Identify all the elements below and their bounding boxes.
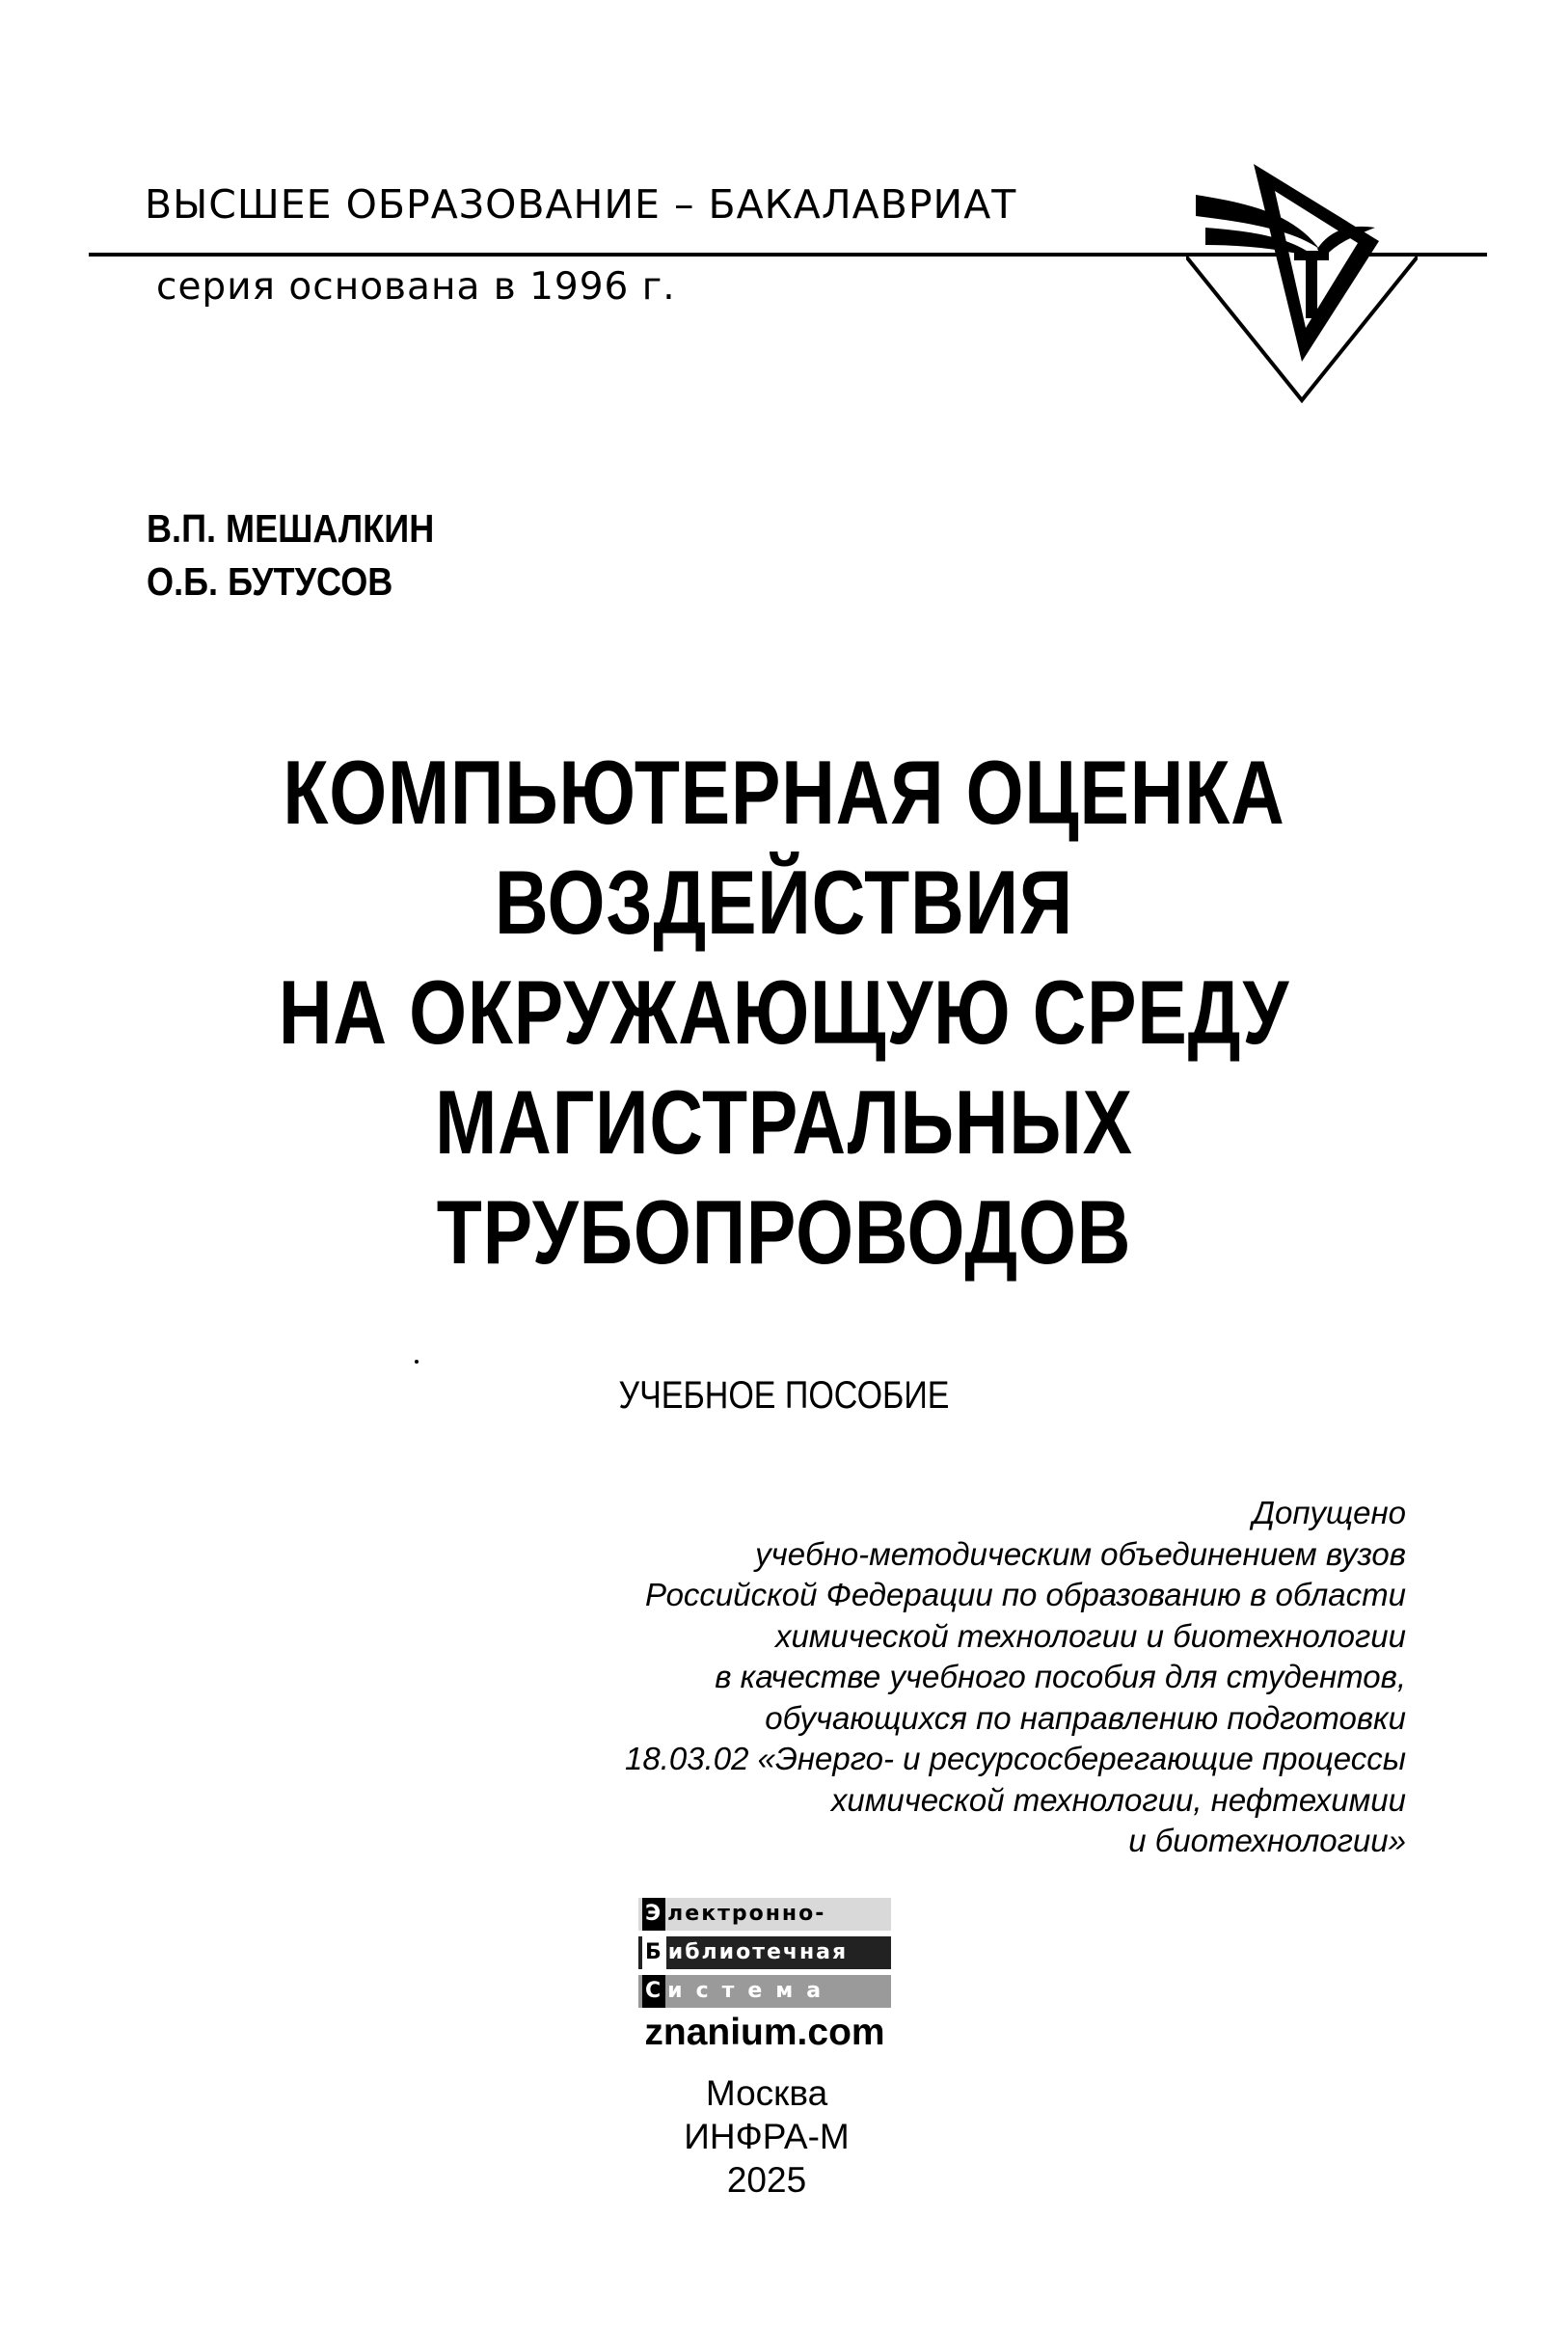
els-initial: Б <box>642 1936 666 1969</box>
els-word: иблиотечная <box>667 1940 849 1964</box>
author-name: О.Б. БУТУСОВ <box>147 559 393 604</box>
els-word: истема <box>667 1979 835 2003</box>
approval-note <box>345 1493 1406 1862</box>
title-line: КОМПЬЮТЕРНАЯ ОЦЕНКА <box>283 742 1285 843</box>
els-row <box>638 1936 891 1969</box>
scan-speck <box>415 1360 419 1364</box>
series-title: ВЫСШЕЕ ОБРАЗОВАНИЕ – БАКАЛАВРИАТ <box>145 181 1017 228</box>
approval-line: в качестве учебного пособия для студентов, <box>715 1659 1406 1694</box>
title-line: МАГИСТРАЛЬНЫХ <box>435 1071 1133 1173</box>
els-initial: Э <box>642 1898 665 1931</box>
approval-line: и биотехнологии» <box>1128 1823 1406 1858</box>
approval-line: химической технологии, нефтехимии <box>830 1781 1406 1818</box>
approval-line: обучающихся по направлению подготовки <box>765 1699 1406 1736</box>
imprint-publisher: ИНФРА-М <box>684 2117 850 2156</box>
approval-line: Допущено <box>1252 1495 1406 1530</box>
approval-line: химической технологии и биотехнологии <box>774 1617 1406 1654</box>
series-subtitle: серия основана в 1996 г. <box>156 265 676 309</box>
approval-line: 18.03.02 «Энерго- и ресурсосберегающие процессы <box>625 1741 1406 1776</box>
imprint-year: 2025 <box>726 2160 807 2200</box>
title-line: ТРУБОПРОВОДОВ <box>436 1181 1132 1283</box>
els-row <box>638 1975 891 2008</box>
infra-m-logo-icon <box>1186 145 1418 405</box>
book-type <box>118 1374 1450 1418</box>
els-word: лектронно- <box>667 1902 826 1926</box>
approval-line: Российской Федерации по образованию в области <box>644 1577 1406 1612</box>
els-row <box>638 1898 891 1931</box>
book-type-label: УЧЕБНОЕ ПОСОБИЕ <box>618 1374 950 1417</box>
els-site-link[interactable]: znanium.com <box>644 2012 885 2053</box>
book-title <box>77 738 1491 1287</box>
els-logo <box>638 1898 891 2014</box>
author-name: В.П. МЕШАЛКИН <box>147 506 435 551</box>
imprint-city: Москва <box>705 2073 828 2113</box>
title-line: НА ОКРУЖАЮЩУЮ СРЕДУ <box>278 961 1290 1063</box>
title-line: ВОЗДЕЙСТВИЯ <box>494 852 1074 953</box>
els-initial: С <box>642 1975 665 2008</box>
approval-line: учебно-методическим объединением вузов <box>755 1535 1406 1572</box>
